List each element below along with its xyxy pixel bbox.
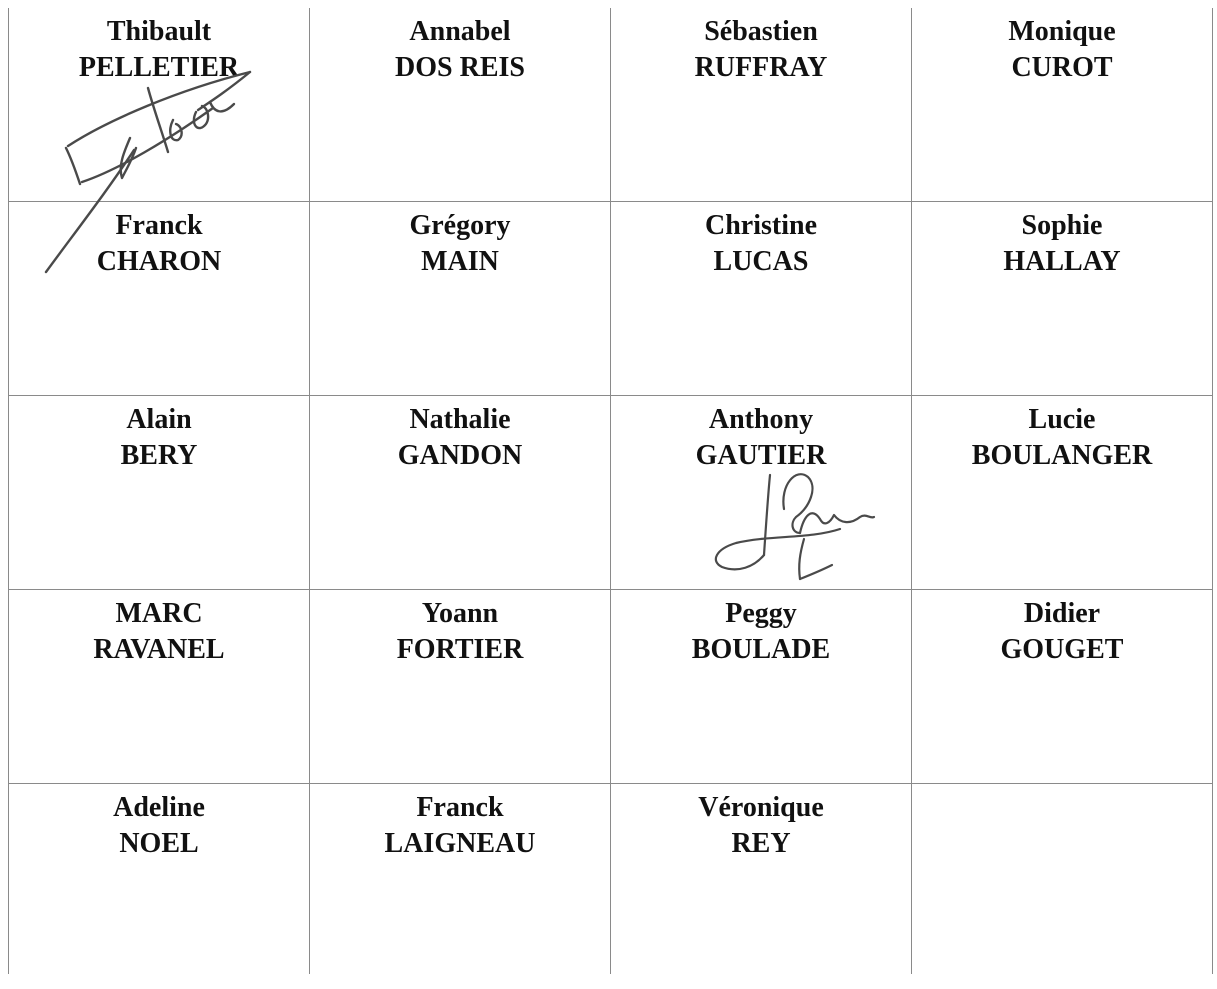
first-name: Thibault: [106, 16, 212, 47]
first-name: Véronique: [698, 792, 824, 823]
last-name: NOEL: [119, 828, 199, 859]
last-name: BOULANGER: [971, 440, 1153, 471]
first-name: Sophie: [1021, 210, 1103, 241]
signature-cell: [310, 202, 611, 396]
last-name: PELLETIER: [78, 52, 240, 83]
first-name: Annabel: [409, 16, 511, 47]
signature-cell: [310, 590, 611, 784]
last-name: RUFFRAY: [694, 52, 828, 83]
first-name: Christine: [705, 210, 817, 241]
first-name: Didier: [1023, 598, 1101, 629]
first-name: Lucie: [1028, 404, 1096, 435]
signature-grid: [8, 8, 1213, 974]
signature-cell: [9, 784, 310, 975]
grid-row: [9, 590, 1213, 784]
last-name: HALLAY: [1003, 246, 1121, 277]
grid-row: [9, 784, 1213, 975]
first-name: Franck: [115, 210, 203, 241]
signature-cell: [611, 590, 912, 784]
last-name: GOUGET: [1000, 634, 1124, 665]
first-name: Anthony: [708, 404, 814, 435]
signature-cell: [611, 396, 912, 590]
last-name: CHARON: [96, 246, 222, 277]
signature-cell: [9, 202, 310, 396]
last-name: BOULADE: [691, 634, 831, 665]
signature-cell: [611, 202, 912, 396]
first-name: Nathalie: [409, 404, 511, 435]
last-name: LAIGNEAU: [384, 828, 536, 859]
signature-cell: [912, 396, 1213, 590]
first-name: MARC: [115, 598, 203, 629]
signature-cell: [912, 8, 1213, 202]
grid-row: [9, 202, 1213, 396]
grid-row: [9, 396, 1213, 590]
signature-cell: [9, 396, 310, 590]
last-name: LUCAS: [713, 246, 809, 277]
last-name: MAIN: [421, 246, 499, 277]
last-name: RAVANEL: [93, 634, 225, 665]
first-name: Adeline: [113, 792, 205, 823]
signature-cell: [611, 8, 912, 202]
empty-cell: [912, 784, 1213, 975]
last-name: DOS REIS: [395, 52, 525, 83]
last-name: CUROT: [1011, 52, 1113, 83]
first-name: Franck: [416, 792, 504, 823]
signature-cell: [912, 590, 1213, 784]
signature-cell: [9, 8, 310, 202]
first-name: Yoann: [421, 598, 499, 629]
last-name: REY: [731, 828, 791, 859]
grid-row: [9, 8, 1213, 202]
signature-cell: [310, 784, 611, 975]
last-name: BERY: [120, 440, 198, 471]
signature-cell: [310, 396, 611, 590]
signature-cell: [611, 784, 912, 975]
signature-cell: [912, 202, 1213, 396]
signature-cell: [9, 590, 310, 784]
last-name: GANDON: [397, 440, 523, 471]
first-name: Grégory: [409, 210, 511, 241]
last-name: GAUTIER: [695, 440, 827, 471]
first-name: Monique: [1008, 16, 1116, 47]
last-name: FORTIER: [396, 634, 524, 665]
first-name: Sébastien: [704, 16, 818, 47]
first-name: Alain: [126, 404, 192, 435]
first-name: Peggy: [725, 598, 797, 629]
signature-sheet: [8, 8, 1213, 989]
signature-cell: [310, 8, 611, 202]
